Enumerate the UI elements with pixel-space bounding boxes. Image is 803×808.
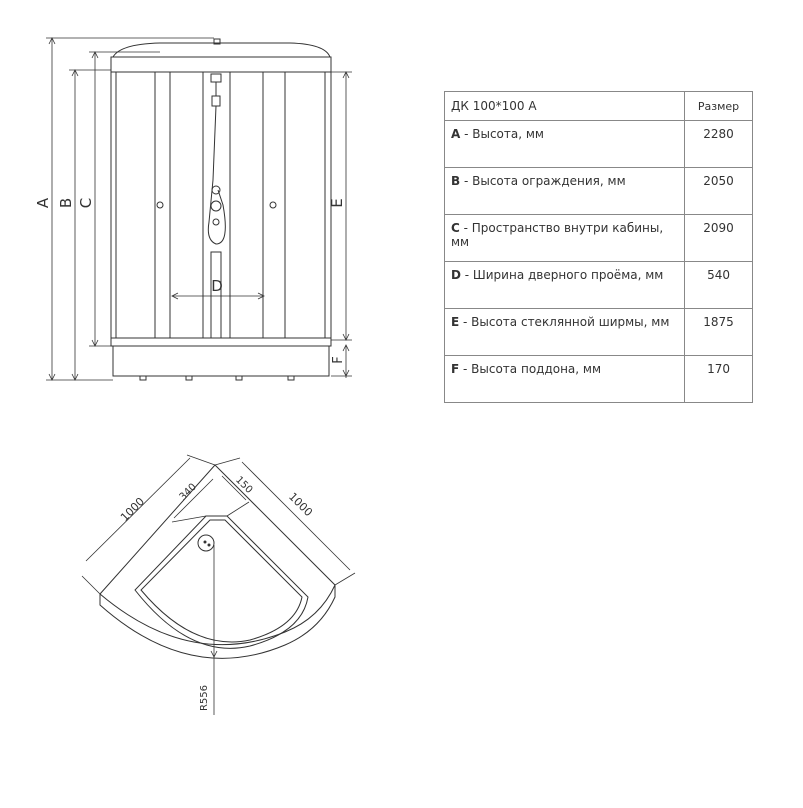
row-value: 540 xyxy=(685,262,753,309)
row-label: - Ширина дверного проёма, мм xyxy=(460,268,664,282)
tray-inner-basin xyxy=(135,516,308,648)
row-label: - Высота, мм xyxy=(460,127,544,141)
left-side-panel xyxy=(111,72,155,338)
control-knob-2 xyxy=(211,201,221,211)
row-letter: D xyxy=(451,268,461,282)
row-value: 1875 xyxy=(685,309,753,356)
shower-head xyxy=(211,74,221,82)
row-value: 2280 xyxy=(685,121,753,168)
row-letter: F xyxy=(451,362,460,376)
cabin-roof xyxy=(113,43,330,57)
plan-dim-radius: R556 xyxy=(199,684,210,712)
row-letter: C xyxy=(451,221,460,235)
right-door xyxy=(263,72,285,338)
plan-dim-door: 340 xyxy=(177,481,199,503)
dim-label-d: D xyxy=(211,277,223,295)
shower-bar-holder xyxy=(212,96,220,106)
value-header: Размер xyxy=(685,92,753,121)
right-side-panel xyxy=(285,72,331,338)
specification-table xyxy=(444,91,753,403)
table-row xyxy=(445,356,753,403)
row-label: - Пространство внутри кабины, мм xyxy=(451,221,664,249)
shower-column xyxy=(203,72,230,338)
dim-label-b: B xyxy=(57,197,75,209)
row-letter: B xyxy=(451,174,461,188)
model-name: ДК 100*100 А xyxy=(445,92,685,121)
row-label: - Высота поддона, мм xyxy=(459,362,602,376)
plan-dim-left: 1000 xyxy=(118,495,148,525)
door-handle-left xyxy=(157,202,163,208)
door-handle-right xyxy=(270,202,276,208)
dim-label-e: E xyxy=(328,198,346,208)
dim-label-a: A xyxy=(34,197,52,209)
row-value: 2090 xyxy=(685,215,753,262)
top-frame xyxy=(111,57,331,72)
plan-dim-right: 1000 xyxy=(285,490,315,520)
dim-label-f: F xyxy=(331,356,346,364)
table-row xyxy=(445,262,753,309)
back-panel xyxy=(170,72,263,338)
control-knob-1 xyxy=(212,186,220,194)
plan-dimensions xyxy=(82,455,355,715)
table-row xyxy=(445,309,753,356)
row-value: 170 xyxy=(685,356,753,403)
row-label: - Высота стеклянной ширмы, мм xyxy=(459,315,670,329)
plan-dim-gap: 150 xyxy=(233,474,255,496)
tray-rim xyxy=(111,338,331,346)
row-label: - Высота ограждения, мм xyxy=(460,174,626,188)
row-value: 2050 xyxy=(685,168,753,215)
row-letter: A xyxy=(451,127,461,141)
table-header-row xyxy=(445,92,753,121)
table-row xyxy=(445,168,753,215)
cabin-front-view xyxy=(111,39,331,380)
control-knob-3 xyxy=(213,219,219,225)
table-row xyxy=(445,215,753,262)
shower-hose xyxy=(208,106,225,244)
dim-label-c: C xyxy=(77,197,95,209)
tray-body xyxy=(113,346,329,376)
row-letter: E xyxy=(451,315,460,329)
table-row xyxy=(445,121,753,168)
